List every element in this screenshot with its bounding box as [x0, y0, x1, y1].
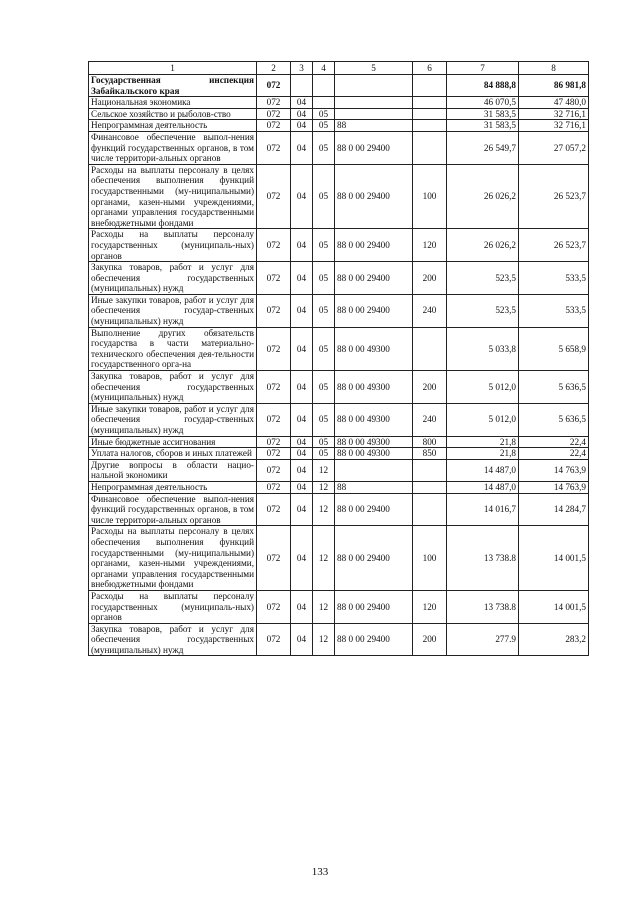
cell-target-article — [335, 97, 413, 109]
table-row — [89, 459, 589, 481]
cell-expense-type: 850 — [413, 448, 447, 460]
cell-target-article: 88 0 00 49300 — [335, 371, 413, 404]
cell-expense-type: 120 — [413, 229, 447, 262]
column-header: 7 — [447, 62, 519, 75]
cell-subsection — [313, 75, 335, 97]
cell-amount-year2: 27 057,2 — [519, 131, 589, 164]
header-row — [89, 62, 589, 75]
cell-amount-year1: 5 012,0 — [447, 371, 519, 404]
cell-expense-type: 200 — [413, 623, 447, 656]
cell-admin-code: 072 — [257, 108, 291, 120]
cell-amount-year1: 523,5 — [447, 262, 519, 295]
cell-admin-code: 072 — [257, 459, 291, 481]
cell-amount-year1: 277.9 — [447, 623, 519, 656]
cell-target-article: 88 0 00 29400 — [335, 623, 413, 656]
table-row — [89, 493, 589, 526]
cell-amount-year2: 47 480,0 — [519, 97, 589, 109]
cell-amount-year1: 5 033,8 — [447, 327, 519, 370]
cell-amount-year2: 533,5 — [519, 294, 589, 327]
cell-expense-type: 120 — [413, 590, 447, 623]
cell-name: Иные закупки товаров, работ и услуг для обеспечения государ-ственных (муниципальных) нужд — [89, 294, 257, 327]
cell-amount-year1: 21,8 — [447, 436, 519, 448]
cell-section: 04 — [291, 294, 313, 327]
cell-section: 04 — [291, 448, 313, 460]
cell-subsection: 05 — [313, 229, 335, 262]
cell-expense-type: 100 — [413, 526, 447, 591]
table-row — [89, 590, 589, 623]
cell-amount-year2: 533,5 — [519, 262, 589, 295]
cell-target-article: 88 0 00 29400 — [335, 294, 413, 327]
cell-target-article: 88 — [335, 120, 413, 132]
column-header: 1 — [89, 62, 257, 75]
cell-target-article — [335, 108, 413, 120]
cell-name: Финансовое обеспечение выпол-нения функций государственных органов, в том числе территори-альных органов — [89, 131, 257, 164]
cell-expense-type: 200 — [413, 371, 447, 404]
cell-target-article: 88 0 00 29400 — [335, 164, 413, 229]
cell-name: Иные закупки товаров, работ и услуг для обеспечения государ-ственных (муниципальных) нужд — [89, 403, 257, 436]
cell-name: Расходы на выплаты персоналу в целях обеспечения выполнения функций государственными (му-ниципальными) органами, казен-ными учреждениями, органами управления государственными внебюджетными фондами — [89, 164, 257, 229]
cell-expense-type — [413, 131, 447, 164]
cell-expense-type: 240 — [413, 403, 447, 436]
cell-admin-code: 072 — [257, 371, 291, 404]
cell-section: 04 — [291, 108, 313, 120]
table-row — [89, 164, 589, 229]
cell-subsection: 12 — [313, 459, 335, 481]
column-header: 5 — [335, 62, 413, 75]
cell-amount-year2: 26 523,7 — [519, 164, 589, 229]
table-row — [89, 97, 589, 109]
table-row — [89, 481, 589, 493]
cell-amount-year2: 22,4 — [519, 436, 589, 448]
cell-subsection: 05 — [313, 436, 335, 448]
cell-subsection: 12 — [313, 526, 335, 591]
table-row — [89, 120, 589, 132]
cell-expense-type — [413, 459, 447, 481]
cell-amount-year2: 5 636,5 — [519, 371, 589, 404]
cell-target-article: 88 0 00 29400 — [335, 229, 413, 262]
cell-amount-year1: 13 738.8 — [447, 590, 519, 623]
cell-target-article: 88 0 00 29400 — [335, 262, 413, 295]
cell-subsection: 12 — [313, 590, 335, 623]
cell-amount-year1: 26 549,7 — [447, 131, 519, 164]
cell-admin-code: 072 — [257, 229, 291, 262]
column-header: 3 — [291, 62, 313, 75]
cell-admin-code: 072 — [257, 262, 291, 295]
cell-section: 04 — [291, 459, 313, 481]
cell-section: 04 — [291, 526, 313, 591]
cell-amount-year1: 21,8 — [447, 448, 519, 460]
cell-amount-year2: 14 763,9 — [519, 481, 589, 493]
cell-admin-code: 072 — [257, 327, 291, 370]
cell-section: 04 — [291, 436, 313, 448]
cell-amount-year1: 523,5 — [447, 294, 519, 327]
cell-admin-code: 072 — [257, 120, 291, 132]
cell-amount-year2: 22,4 — [519, 448, 589, 460]
cell-admin-code: 072 — [257, 75, 291, 97]
cell-section: 04 — [291, 371, 313, 404]
cell-section — [291, 75, 313, 97]
cell-expense-type — [413, 108, 447, 120]
cell-section: 04 — [291, 493, 313, 526]
cell-name: Уплата налогов, сборов и иных платежей — [89, 448, 257, 460]
column-header: 8 — [519, 62, 589, 75]
cell-name: Непрограммная деятельность — [89, 481, 257, 493]
cell-expense-type — [413, 493, 447, 526]
cell-admin-code: 072 — [257, 97, 291, 109]
table-row — [89, 526, 589, 591]
cell-name: Выполнение других обязательств государства в части материально-технического обеспечения дея-тельности государственного орга-на — [89, 327, 257, 370]
cell-name: Закупка товаров, работ и услуг для обеспечения государственных (муниципальных) нужд — [89, 262, 257, 295]
table-row — [89, 327, 589, 370]
table-row — [89, 131, 589, 164]
cell-amount-year1: 84 888,8 — [447, 75, 519, 97]
cell-subsection: 05 — [313, 327, 335, 370]
cell-subsection: 05 — [313, 120, 335, 132]
cell-amount-year1: 26 026,2 — [447, 164, 519, 229]
cell-expense-type: 800 — [413, 436, 447, 448]
cell-amount-year1: 13 738.8 — [447, 526, 519, 591]
cell-name: Расходы на выплаты персоналу в целях обеспечения выполнения функций государственными (му-ниципальными) органами, казен-ными учреждениями, органами управления государственными внебюджетными фондами — [89, 526, 257, 591]
cell-subsection: 05 — [313, 131, 335, 164]
cell-expense-type — [413, 327, 447, 370]
cell-section: 04 — [291, 164, 313, 229]
table-row — [89, 448, 589, 460]
cell-name: Сельское хозяйство и рыболов-ство — [89, 108, 257, 120]
column-header: 6 — [413, 62, 447, 75]
cell-expense-type — [413, 120, 447, 132]
cell-target-article: 88 0 00 29400 — [335, 493, 413, 526]
page-number: 133 — [311, 866, 329, 878]
cell-section: 04 — [291, 262, 313, 295]
cell-amount-year1: 14 487,0 — [447, 459, 519, 481]
cell-name: Иные бюджетные ассигнования — [89, 436, 257, 448]
table-row — [89, 371, 589, 404]
table-row — [89, 108, 589, 120]
cell-name: Государственная инспекция Забайкальского края — [89, 75, 257, 97]
cell-amount-year1: 31 583,5 — [447, 108, 519, 120]
cell-expense-type — [413, 75, 447, 97]
cell-subsection: 12 — [313, 623, 335, 656]
cell-name: Финансовое обеспечение выпол-нения функций государственных органов, в том числе территори-альных органов — [89, 493, 257, 526]
cell-amount-year2: 5 658,9 — [519, 327, 589, 370]
cell-amount-year2: 14 001,5 — [519, 526, 589, 591]
cell-subsection: 05 — [313, 403, 335, 436]
cell-target-article — [335, 459, 413, 481]
cell-name: Расходы на выплаты персоналу государственных (муниципаль-ных) органов — [89, 229, 257, 262]
cell-amount-year2: 86 981,8 — [519, 75, 589, 97]
cell-name: Непрограммная деятельность — [89, 120, 257, 132]
cell-section: 04 — [291, 623, 313, 656]
table-row — [89, 294, 589, 327]
cell-amount-year2: 26 523,7 — [519, 229, 589, 262]
cell-name: Национальная экономика — [89, 97, 257, 109]
cell-target-article: 88 — [335, 481, 413, 493]
cell-amount-year1: 26 026,2 — [447, 229, 519, 262]
cell-subsection: 12 — [313, 493, 335, 526]
cell-amount-year2: 32 716,1 — [519, 108, 589, 120]
cell-admin-code: 072 — [257, 481, 291, 493]
cell-amount-year1: 14 487,0 — [447, 481, 519, 493]
cell-target-article: 88 0 00 29400 — [335, 590, 413, 623]
cell-amount-year2: 32 716,1 — [519, 120, 589, 132]
cell-amount-year1: 14 016,7 — [447, 493, 519, 526]
cell-subsection — [313, 97, 335, 109]
cell-section: 04 — [291, 97, 313, 109]
cell-admin-code: 072 — [257, 436, 291, 448]
column-header: 2 — [257, 62, 291, 75]
cell-section: 04 — [291, 120, 313, 132]
cell-amount-year1: 46 070,5 — [447, 97, 519, 109]
cell-target-article: 88 0 00 29400 — [335, 526, 413, 591]
table-row — [89, 403, 589, 436]
cell-amount-year2: 5 636,5 — [519, 403, 589, 436]
cell-admin-code: 072 — [257, 164, 291, 229]
cell-target-article: 88 0 00 49300 — [335, 448, 413, 460]
cell-admin-code: 072 — [257, 526, 291, 591]
cell-amount-year2: 14 284,7 — [519, 493, 589, 526]
cell-admin-code: 072 — [257, 294, 291, 327]
table-row — [89, 262, 589, 295]
cell-section: 04 — [291, 131, 313, 164]
cell-section: 04 — [291, 403, 313, 436]
cell-amount-year2: 283,2 — [519, 623, 589, 656]
cell-subsection: 05 — [313, 108, 335, 120]
cell-amount-year1: 5 012,0 — [447, 403, 519, 436]
cell-subsection: 05 — [313, 262, 335, 295]
cell-expense-type: 240 — [413, 294, 447, 327]
cell-name: Закупка товаров, работ и услуг для обеспечения государственных (муниципальных) нужд — [89, 623, 257, 656]
cell-subsection: 05 — [313, 448, 335, 460]
cell-target-article — [335, 75, 413, 97]
cell-admin-code: 072 — [257, 590, 291, 623]
cell-subsection: 05 — [313, 371, 335, 404]
table-row — [89, 436, 589, 448]
cell-expense-type — [413, 97, 447, 109]
cell-section: 04 — [291, 481, 313, 493]
cell-amount-year1: 31 583,5 — [447, 120, 519, 132]
cell-name: Расходы на выплаты персоналу государственных (муниципаль-ных) органов — [89, 590, 257, 623]
table-row — [89, 75, 589, 97]
cell-expense-type: 200 — [413, 262, 447, 295]
cell-amount-year2: 14 763,9 — [519, 459, 589, 481]
cell-section: 04 — [291, 229, 313, 262]
table-row — [89, 229, 589, 262]
cell-admin-code: 072 — [257, 448, 291, 460]
budget-table — [88, 61, 589, 656]
cell-name: Другие вопросы в области нацио-нальной экономики — [89, 459, 257, 481]
table-body — [89, 75, 589, 656]
cell-expense-type: 100 — [413, 164, 447, 229]
cell-subsection: 12 — [313, 481, 335, 493]
cell-subsection: 05 — [313, 164, 335, 229]
cell-section: 04 — [291, 327, 313, 370]
table-row — [89, 623, 589, 656]
cell-expense-type — [413, 481, 447, 493]
cell-admin-code: 072 — [257, 493, 291, 526]
cell-target-article: 88 0 00 49300 — [335, 436, 413, 448]
column-header: 4 — [313, 62, 335, 75]
cell-name: Закупка товаров, работ и услуг для обеспечения государственных (муниципальных) нужд — [89, 371, 257, 404]
cell-amount-year2: 14 001,5 — [519, 590, 589, 623]
cell-admin-code: 072 — [257, 403, 291, 436]
cell-admin-code: 072 — [257, 131, 291, 164]
cell-admin-code: 072 — [257, 623, 291, 656]
cell-subsection: 05 — [313, 294, 335, 327]
cell-target-article: 88 0 00 29400 — [335, 131, 413, 164]
cell-section: 04 — [291, 590, 313, 623]
cell-target-article: 88 0 00 49300 — [335, 327, 413, 370]
cell-target-article: 88 0 00 49300 — [335, 403, 413, 436]
